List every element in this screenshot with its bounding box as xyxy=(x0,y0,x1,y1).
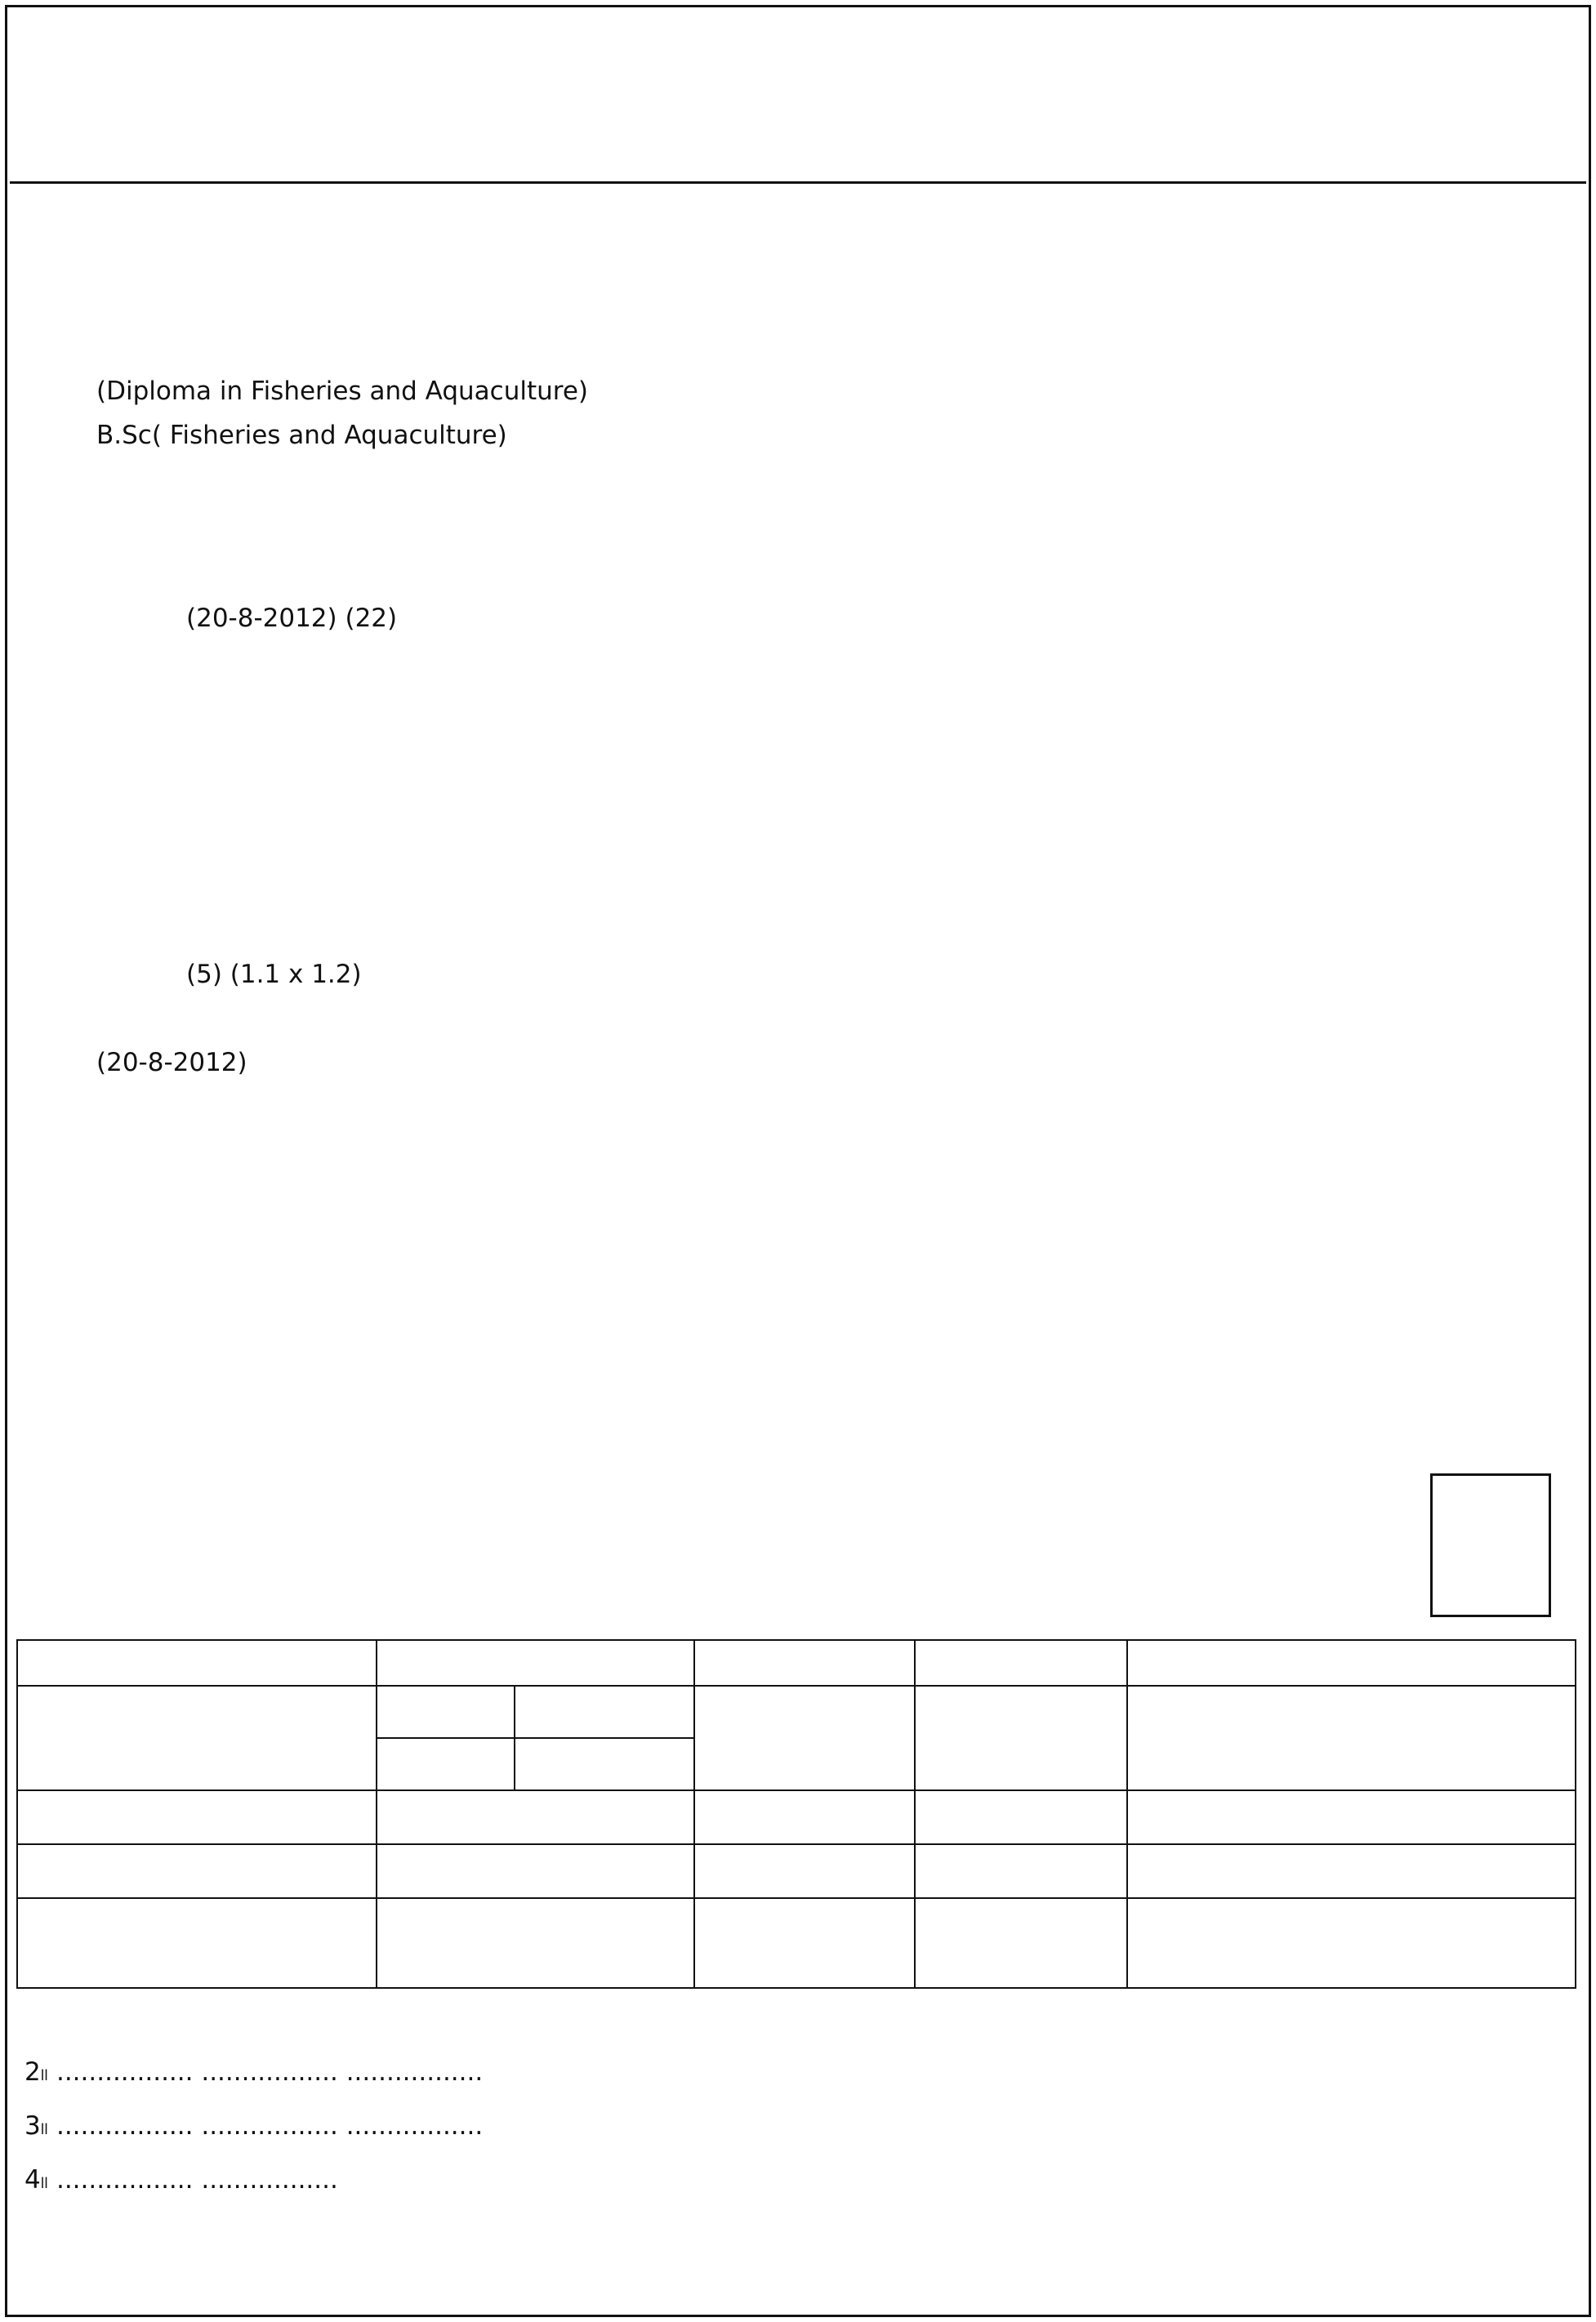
item-text xyxy=(186,908,1568,952)
contact-address-line[interactable] xyxy=(25,2158,1568,2202)
paragraph-3 xyxy=(25,461,1568,505)
diploma-title: (Diploma in Fisheries and Aquaculture) xyxy=(96,377,588,406)
mother-race-field[interactable] xyxy=(694,1844,915,1898)
guardian-nrc-field[interactable] xyxy=(1127,1898,1576,1988)
row-label xyxy=(17,1686,377,1790)
paragraph-line xyxy=(96,1176,1568,1220)
attachment-item xyxy=(25,820,1568,908)
item-marker xyxy=(96,552,186,596)
attachment-item xyxy=(25,732,1568,776)
paragraph-7 xyxy=(25,1223,1568,1268)
mother-name-field[interactable] xyxy=(377,1844,695,1898)
item-text xyxy=(186,864,1568,908)
table-header xyxy=(377,1640,695,1686)
mother-nrc-field[interactable] xyxy=(1127,1844,1576,1898)
qualification-item xyxy=(25,596,1568,640)
item-marker xyxy=(96,508,186,552)
item-text xyxy=(186,508,1568,552)
item-marker xyxy=(96,596,186,640)
item-marker xyxy=(96,908,186,952)
item-marker xyxy=(96,688,186,732)
paragraph-line xyxy=(96,1085,1568,1129)
father-race-field[interactable] xyxy=(694,1790,915,1844)
paragraph-1 xyxy=(25,189,1568,322)
table-row xyxy=(17,1790,1576,1844)
paragraph-number xyxy=(25,640,96,684)
birth-date-line[interactable] xyxy=(25,2050,1568,2094)
race-religion-field[interactable] xyxy=(694,1686,915,1790)
photo-box[interactable] xyxy=(1430,1473,1551,1617)
paragraph-number xyxy=(25,461,96,505)
line-text: 3။ ................. ................. ................. xyxy=(25,2111,484,2141)
row-label xyxy=(17,1790,377,1844)
matriculation-line[interactable] xyxy=(25,2104,1568,2148)
item-text xyxy=(186,732,1568,776)
paragraph-line xyxy=(96,189,1568,234)
table-row xyxy=(17,1898,1576,1988)
qualification-item xyxy=(25,552,1568,596)
attachment-item xyxy=(25,688,1568,732)
attachment-item xyxy=(25,776,1568,820)
item-text xyxy=(186,552,1568,596)
qualification-item xyxy=(25,508,1568,552)
paragraph-line xyxy=(96,234,1568,278)
line-text: 4။ ................. ................. xyxy=(25,2165,338,2195)
table-header xyxy=(17,1640,377,1686)
attachment-item xyxy=(25,952,1568,996)
name-english-field[interactable] xyxy=(515,1738,694,1790)
header-divider xyxy=(10,181,1586,184)
guardian-name-field[interactable] xyxy=(377,1898,695,1988)
item-text xyxy=(186,820,1568,864)
mother-occupation-field[interactable] xyxy=(915,1844,1127,1898)
table-row xyxy=(17,1686,1576,1738)
father-occupation-field[interactable] xyxy=(915,1790,1127,1844)
paragraph-line xyxy=(96,640,1568,684)
paragraph-line xyxy=(96,1223,1568,1268)
form-line-fields xyxy=(25,2050,1568,2212)
applicant-info-table xyxy=(16,1639,1576,1989)
item-text xyxy=(186,776,1568,820)
table-header xyxy=(1127,1640,1576,1686)
paragraph-6 xyxy=(25,1132,1568,1220)
announcement-header xyxy=(16,0,1580,180)
item-marker xyxy=(96,820,186,908)
occupation-field[interactable] xyxy=(915,1686,1127,1790)
paragraph-number xyxy=(25,189,96,322)
item-marker xyxy=(96,776,186,820)
paragraph-line xyxy=(96,461,1568,505)
guardian-occupation-field[interactable] xyxy=(915,1898,1127,1988)
father-name-field[interactable] xyxy=(377,1790,695,1844)
paragraph-number xyxy=(25,1223,96,1268)
table-header-row xyxy=(17,1640,1576,1686)
name-myanmar-field[interactable] xyxy=(515,1686,694,1738)
header-line-1 xyxy=(16,36,1580,90)
father-nrc-field[interactable] xyxy=(1127,1790,1576,1844)
row-label xyxy=(17,1898,377,1988)
announcement-body xyxy=(25,189,1568,1271)
paragraph-number xyxy=(25,325,96,457)
paragraph-5 xyxy=(25,996,1568,1129)
table-header xyxy=(915,1640,1127,1686)
table-row xyxy=(17,1844,1576,1898)
row-label xyxy=(17,1844,377,1898)
paragraph-number xyxy=(25,1132,96,1220)
item-text xyxy=(186,688,1568,732)
header-line-2 xyxy=(16,90,1580,144)
attachment-item xyxy=(25,908,1568,952)
table-header xyxy=(694,1640,915,1686)
item-marker xyxy=(96,952,186,996)
paragraph-line xyxy=(96,1132,1568,1176)
degree-title: B.Sc( Fisheries and Aquaculture) xyxy=(96,421,507,450)
row-sublabel xyxy=(377,1686,515,1738)
paragraph-line xyxy=(96,325,1568,369)
row-sublabel xyxy=(377,1738,515,1790)
paragraph-line xyxy=(96,278,1568,322)
item-text: (20-8-2012) (22) xyxy=(186,604,398,633)
guardian-race-field[interactable] xyxy=(694,1898,915,1988)
line-text: 2။ ................. ................. ................. xyxy=(25,2057,484,2087)
paragraph-line: (20-8-2012) xyxy=(96,1048,247,1077)
item-marker xyxy=(96,732,186,776)
paragraph-number xyxy=(25,996,96,1129)
paragraph-4 xyxy=(25,640,1568,684)
nrc-field[interactable] xyxy=(1127,1686,1576,1790)
paragraph-2 xyxy=(25,325,1568,457)
item-text: (5) (1.1 x 1.2) xyxy=(186,960,362,989)
form-heading xyxy=(245,1446,1144,1593)
paragraph-line xyxy=(96,996,1568,1041)
